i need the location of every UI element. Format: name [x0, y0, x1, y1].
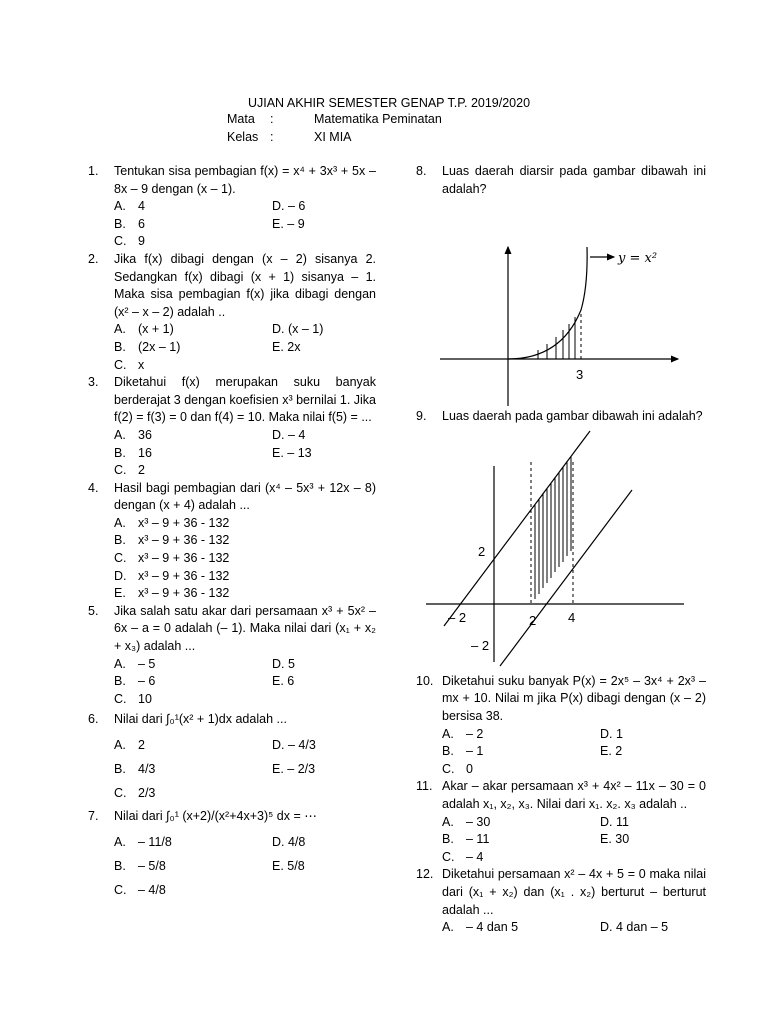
x-label-neg2: – 2 [448, 609, 467, 625]
options [114, 515, 376, 603]
question-10 [416, 673, 706, 779]
figure-parabola [416, 198, 706, 383]
option-b[interactable]: B. x³ – 9 + 36 - 132 [114, 533, 230, 548]
option-e[interactable]: E. 2 [600, 744, 623, 759]
option-a[interactable]: A. – 11/8 [114, 835, 172, 850]
option-a[interactable]: A. – 30 [442, 814, 491, 829]
subject-colon: : [270, 112, 274, 126]
question-number: 2. [88, 251, 99, 266]
class-value: XI MIA [314, 130, 352, 144]
question-number: 5. [88, 603, 99, 618]
question-3 [88, 374, 376, 480]
options [114, 830, 376, 902]
question-stem: Akar – akar persamaan x³ + 4x² – 11x – 30 = 0 adalah x₁, x₂, x₃. Nilai dari x₁. x₂. x₃ adalah .. [442, 779, 706, 811]
y-label-2: 2 [478, 543, 486, 559]
option-c[interactable]: C. 10 [114, 691, 152, 706]
option-e[interactable]: E. 5/8 [272, 859, 305, 874]
option-a[interactable]: A. (x + 1) [114, 322, 174, 337]
option-d[interactable]: D. 4 dan – 5 [600, 920, 669, 935]
question-12 [416, 866, 706, 936]
question-stem: Jika salah satu akar dari persamaan x³ + 5x² – 6x – a = 0 adalah (– 1). Maka nilai dari (x₁ + x₂ + x₃) adalah ... [114, 603, 376, 654]
options [442, 814, 706, 867]
options [442, 726, 706, 779]
options [114, 733, 376, 805]
question-number: 7. [88, 809, 99, 824]
question-stem: Nilai dari ∫₀¹(x² + 1)dx adalah ... [114, 712, 287, 727]
option-b[interactable]: B. – 11 [442, 832, 490, 847]
question-number: 8. [416, 164, 427, 178]
class-row [227, 130, 527, 148]
exam-title: UJIAN AKHIR SEMESTER GENAP T.P. 2019/2020 [247, 96, 531, 110]
option-e[interactable]: E. 30 [600, 832, 630, 847]
question-number: 10. [416, 673, 434, 688]
option-a[interactable]: A. – 4 dan 5 [442, 920, 519, 935]
figure-parallel-lines [416, 426, 706, 666]
option-a[interactable]: A. 4 [114, 199, 145, 214]
question-number: 12. [416, 867, 434, 882]
question-stem: Diketahui persamaan x² – 4x + 5 = 0 maka nilai dari (x₁ + x₂) dan (x₁ . x₂) berturut – berturut adalah ... [442, 867, 706, 917]
option-e[interactable]: E. – 9 [272, 216, 305, 231]
left-column [88, 163, 376, 902]
option-c[interactable]: C. – 4/8 [114, 883, 166, 898]
option-e[interactable]: E. x³ – 9 + 36 - 132 [114, 586, 230, 601]
exam-header [0, 94, 768, 144]
option-c[interactable]: C. – 4 [442, 849, 484, 864]
question-6 [88, 710, 376, 805]
question-number: 4. [88, 480, 99, 495]
option-d[interactable]: D. 4/8 [272, 835, 306, 850]
option-c[interactable]: C. x [114, 357, 145, 372]
option-a[interactable]: A. 2 [114, 738, 145, 753]
options [114, 427, 376, 480]
question-stem: Nilai dari ∫₀¹ (x+2)/(x²+4x+3)⁵ dx = ⋯ [114, 809, 317, 824]
question-1 [88, 163, 376, 251]
option-b[interactable]: B. – 1 [442, 744, 484, 759]
options [442, 919, 706, 937]
option-a[interactable]: A. – 2 [442, 726, 484, 741]
question-stem: Tentukan sisa pembagian f(x) = x⁴ + 3x³ + 5x – 8x – 9 dengan (x – 1). [114, 164, 376, 196]
option-e[interactable]: E. 6 [272, 674, 295, 689]
class-label: Kelas [227, 130, 259, 144]
option-d[interactable]: D. – 4 [272, 427, 306, 442]
option-d[interactable]: D. – 4/3 [272, 738, 316, 753]
option-d[interactable]: D. (x – 1) [272, 322, 324, 337]
subject-row [227, 112, 527, 130]
upper-line [444, 431, 590, 626]
option-d[interactable]: D. 5 [272, 656, 295, 671]
question-5 [88, 603, 376, 709]
x-label-2: 2 [529, 612, 537, 628]
question-number: 6. [88, 712, 99, 727]
right-column [416, 163, 706, 937]
option-b[interactable]: B. – 5/8 [114, 859, 166, 874]
curve-label: y = x² [618, 251, 658, 267]
option-a[interactable]: A. 36 [114, 427, 152, 442]
question-8 [416, 163, 706, 198]
option-d[interactable]: D. x³ – 9 + 36 - 132 [114, 568, 230, 583]
question-stem: Luas daerah pada gambar dibawah ini adalah? [442, 409, 703, 424]
question-7 [88, 807, 376, 902]
option-b[interactable]: B. (2x – 1) [114, 339, 181, 354]
question-number: 11. [416, 779, 433, 794]
option-c[interactable]: C. x³ – 9 + 36 - 132 [114, 551, 230, 566]
options [114, 321, 376, 374]
option-d[interactable]: D. 1 [600, 726, 623, 741]
lower-line [500, 490, 632, 666]
option-e[interactable]: E. – 2/3 [272, 762, 316, 777]
option-c[interactable]: C. 2/3 [114, 786, 156, 801]
tick-label-3: 3 [576, 367, 584, 383]
question-11 [416, 778, 706, 866]
question-stem: Luas daerah diarsir pada gambar dibawah ini adalah? [442, 164, 706, 196]
question-4 [88, 480, 376, 603]
option-c[interactable]: C. 0 [442, 761, 473, 776]
question-stem: Diketahui f(x) merupakan suku banyak berderajat 3 dengan koefisien x³ bernilai 1. Jika f(2) = f(3) = 0 dan f(4) = 10. Maka nilai f(5) = ... [114, 375, 376, 425]
question-number: 3. [88, 375, 99, 390]
x-label-4: 4 [568, 609, 576, 625]
question-number: 9. [416, 409, 427, 424]
option-c[interactable]: C. 2 [114, 463, 145, 478]
subject-label: Mata [227, 112, 255, 126]
question-stem: Hasil bagi pembagian dari (x⁴ – 5x³ + 12x – 8) dengan (x + 4) adalah ... [114, 480, 376, 513]
subject-value: Matematika Peminatan [314, 112, 442, 126]
option-b[interactable]: B. 6 [114, 216, 145, 231]
class-colon: : [270, 130, 274, 144]
y-label-neg2: – 2 [471, 637, 490, 653]
option-e[interactable]: E. – 13 [272, 445, 312, 460]
question-number: 1. [88, 164, 99, 178]
question-2 [88, 251, 376, 374]
hatch-lines [538, 317, 575, 359]
option-a[interactable]: A. – 5 [114, 656, 156, 671]
option-b[interactable]: B. – 6 [114, 674, 156, 689]
option-b[interactable]: B. 16 [114, 445, 152, 460]
option-d[interactable]: D. 11 [600, 814, 629, 829]
options [114, 656, 376, 709]
question-stem: Jika f(x) dibagi dengan (x – 2) sisanya 2. Sedangkan f(x) dibagi (x + 1) sisanya – 1. Maka sisa pembagian f(x) jika dibagi dengan (x² – x – 2) adalah .. [114, 251, 376, 319]
options [114, 198, 376, 251]
option-e[interactable]: E. 2x [272, 339, 301, 354]
option-c[interactable]: C. 9 [114, 234, 145, 249]
option-a[interactable]: A. x³ – 9 + 36 - 132 [114, 515, 230, 530]
option-d[interactable]: D. – 6 [272, 199, 306, 214]
question-9 [416, 408, 706, 426]
option-b[interactable]: B. 4/3 [114, 762, 156, 777]
question-stem: Diketahui suku banyak P(x) = 2x⁵ – 3x⁴ + 2x³ – mx + 10. Nilai m jika P(x) dibagi dengan (x – 2) bersisa 38. [442, 673, 706, 723]
